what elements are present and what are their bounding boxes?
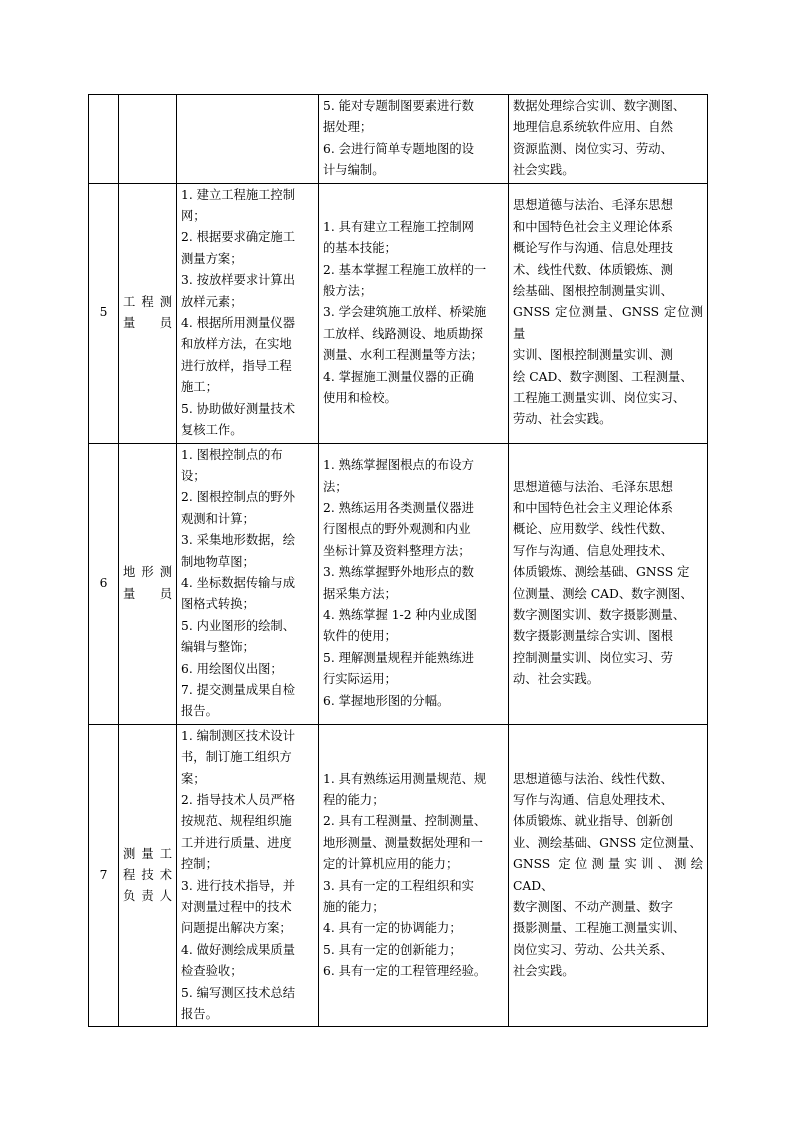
task-line: 5. 内业图形的绘制、	[181, 618, 296, 633]
task-line: 1. 建立工程施工控制	[181, 187, 296, 202]
ability-cell	[319, 183, 509, 443]
abilitie-line: 据处理；	[323, 120, 373, 135]
table-row	[89, 724, 708, 1027]
course-line: 术、线性代数、体质锻炼、测	[513, 262, 673, 277]
table-body	[89, 95, 708, 1027]
course-line: 业、测绘基础、GNSS 定位测量、	[513, 835, 702, 850]
ability-cell	[319, 724, 509, 1027]
task-line: 书，制订施工组织方	[181, 750, 292, 765]
task-line: 测量方案；	[181, 251, 243, 266]
task-line: 报告。	[181, 1007, 218, 1022]
abilitie-line: 1. 具有熟练运用测量规范、规	[323, 771, 487, 786]
task-line: 3. 进行技术指导，并	[181, 878, 296, 893]
course-line: 数据处理综合实训、数字测图、	[513, 99, 686, 113]
task-line: 2. 图根控制点的野外	[181, 490, 296, 505]
post-cell: 测量工程技术负责人	[119, 724, 177, 1027]
task-line: 1. 图根控制点的布	[181, 447, 283, 462]
abilitie-line: 5. 具有一定的创新能力；	[323, 942, 462, 957]
abilitie-line: 地形测量、测量数据处理和一	[323, 835, 483, 850]
task-line: 3. 按放样要求计算出	[181, 273, 296, 288]
course-line: 绘 CAD、数字测图、工程测量、	[513, 369, 693, 384]
course-line: 动、社会实践。	[513, 672, 600, 687]
task-line: 检查验收；	[181, 964, 243, 979]
course-cell	[509, 443, 708, 724]
row-number-cell	[89, 95, 119, 184]
abilitie-line: 1. 具有建立工程施工控制网	[323, 219, 474, 234]
task-line: 对测量过程中的技术	[181, 900, 292, 915]
task-line: 设；	[181, 468, 206, 483]
task-line: 问题提出解决方案；	[181, 921, 292, 936]
abilitie-line: 5. 能对专题制图要素进行数	[323, 99, 474, 113]
abilitie-line: 4. 掌握施工测量仪器的正确	[323, 369, 474, 384]
course-line: 写作与沟通、信息处理技术、	[513, 543, 673, 558]
ability-cell	[319, 443, 509, 724]
task-cell	[177, 183, 319, 443]
task-line: 复核工作。	[181, 423, 243, 438]
course-line: 摄影测量、工程施工测量实训、	[513, 921, 686, 936]
task-line: 4. 根据所用测量仪器	[181, 316, 296, 331]
course-line: 体质锻炼、测绘基础、GNSS 定	[513, 565, 690, 580]
course-cell	[509, 724, 708, 1027]
course-cell	[509, 95, 708, 184]
abilitie-line: 6. 具有一定的工程管理经验。	[323, 964, 487, 979]
post-cell: 地形测量员	[119, 443, 177, 724]
post-cell: 工程测量员	[119, 183, 177, 443]
task-line: 和放样方法，在实地	[181, 337, 292, 352]
abilitie-line: 坐标计算及资料整理方法；	[323, 543, 471, 558]
abilitie-line: 行实际运用；	[323, 672, 397, 687]
task-line: 5. 协助做好测量技术	[181, 401, 296, 416]
task-line: 网；	[181, 209, 206, 224]
course-line: 概论、应用数学、线性代数、	[513, 522, 673, 537]
task-line: 观测和计算；	[181, 511, 255, 526]
course-line: 和中国特色社会主义理论体系	[513, 219, 673, 234]
course-line: 数字测图、不动产测量、数字	[513, 900, 673, 915]
course-line: 位测量、测绘 CAD、数字测图、	[513, 586, 693, 601]
course-line: 概论写作与沟通、信息处理技	[513, 241, 673, 256]
ability-cell	[319, 95, 509, 184]
task-line: 制地物草图；	[181, 554, 255, 569]
task-line: 2. 指导技术人员严格	[181, 793, 296, 807]
task-line: 工并进行质量、进度	[181, 835, 292, 850]
task-line: 进行放样，指导工程	[181, 358, 292, 373]
course-line: 社会实践。	[513, 964, 575, 979]
abilitie-line: 3. 熟练掌握野外地形点的数	[323, 565, 474, 580]
task-line: 7. 提交测量成果自检	[181, 682, 296, 697]
task-line: 图格式转换；	[181, 597, 255, 612]
course-cell	[509, 183, 708, 443]
task-line: 2. 根据要求确定施工	[181, 230, 296, 245]
abilitie-line: 使用和检校。	[323, 390, 397, 405]
abilitie-line: 施的能力；	[323, 900, 385, 915]
task-line: 4. 做好测绘成果质量	[181, 942, 296, 957]
task-cell	[177, 724, 319, 1027]
abilitie-line: 1. 熟练掌握图根点的布设方	[323, 458, 474, 473]
curriculum-table	[88, 94, 708, 1027]
course-line: 思想道德与法治、线性代数、	[513, 771, 673, 786]
abilitie-line: 定的计算机应用的能力；	[323, 857, 459, 872]
course-line: 岗位实习、劳动、公共关系、	[513, 942, 673, 957]
task-line: 6. 用绘图仪出图；	[181, 661, 283, 676]
abilitie-line: 软件的使用；	[323, 629, 397, 644]
task-line: 5. 编写测区技术总结	[181, 985, 296, 1000]
task-line: 控制；	[181, 857, 218, 872]
abilitie-line: 工放样、线路测设、地质勘探	[323, 326, 483, 341]
abilitie-line: 6. 掌握地形图的分幅。	[323, 693, 450, 708]
course-line: 工程施工测量实训、岗位实习、	[513, 390, 686, 405]
course-line: GNSS 定位测量、GNSS 定位测量	[513, 305, 703, 341]
abilitie-line: 3. 具有一定的工程组织和实	[323, 878, 474, 893]
abilitie-line: 6. 会进行简单专题地图的设	[323, 141, 474, 156]
course-line: 劳动、社会实践。	[513, 412, 612, 427]
abilitie-line: 5. 理解测量规程并能熟练进	[323, 650, 474, 665]
task-cell	[177, 95, 319, 184]
course-line: 控制测量实训、岗位实习、劳	[513, 650, 673, 665]
course-line: 体质锻炼、就业指导、创新创	[513, 814, 673, 829]
abilitie-line: 般方法；	[323, 283, 373, 298]
course-line: 思想道德与法治、毛泽东思想	[513, 198, 673, 213]
abilitie-line: 程的能力；	[323, 793, 385, 807]
task-line: 1. 编制测区技术设计	[181, 728, 296, 743]
course-line: 思想道德与法治、毛泽东思想	[513, 479, 673, 494]
row-number-cell: 6	[89, 443, 119, 724]
task-line: 报告。	[181, 704, 218, 719]
course-line: 地理信息系统软件应用、自然	[513, 120, 673, 135]
abilitie-line: 4. 熟练掌握 1-2 种内业成图	[323, 608, 477, 623]
abilitie-line: 法；	[323, 479, 348, 494]
task-line: 编辑与整饰；	[181, 640, 255, 655]
task-line: 案；	[181, 771, 206, 786]
course-line: 和中国特色社会主义理论体系	[513, 501, 673, 516]
course-line: 数字测图实训、数字摄影测量、	[513, 608, 686, 623]
abilitie-line: 行图根点的野外观测和内业	[323, 522, 471, 537]
course-line: 数字摄影测量综合实训、图根	[513, 629, 673, 644]
abilitie-line: 的基本技能；	[323, 241, 397, 256]
task-line: 4. 坐标数据传输与成	[181, 575, 296, 590]
task-line: 施工；	[181, 380, 218, 395]
abilitie-line: 2. 具有工程测量、控制测量、	[323, 814, 487, 829]
course-line: 绘基础、图根控制测量实训、	[513, 283, 673, 298]
course-line: 写作与沟通、信息处理技术、	[513, 793, 673, 807]
abilitie-line: 测量、水利工程测量等方法；	[323, 348, 483, 363]
table-row	[89, 95, 708, 184]
course-line: 资源监测、岗位实习、劳动、	[513, 141, 673, 156]
task-line: 3. 采集地形数据，绘	[181, 533, 296, 548]
course-line: GNSS 定位测量实训、测绘 CAD、	[513, 857, 703, 893]
row-number-cell: 5	[89, 183, 119, 443]
row-number-cell: 7	[89, 724, 119, 1027]
abilitie-line: 3. 学会建筑施工放样、桥梁施	[323, 305, 487, 320]
abilitie-line: 2. 基本掌握工程施工放样的一	[323, 262, 487, 277]
abilitie-line: 计与编制。	[323, 163, 385, 178]
abilitie-line: 2. 熟练运用各类测量仪器进	[323, 501, 474, 516]
task-cell	[177, 443, 319, 724]
course-line: 实训、图根控制测量实训、测	[513, 348, 673, 363]
task-line: 按规范、规程组织施	[181, 814, 292, 829]
post-cell	[119, 95, 177, 184]
table-row	[89, 443, 708, 724]
table-row	[89, 183, 708, 443]
course-line: 社会实践。	[513, 163, 575, 178]
task-line: 放样元素；	[181, 294, 243, 309]
abilitie-line: 据采集方法；	[323, 586, 397, 601]
abilitie-line: 4. 具有一定的协调能力；	[323, 921, 462, 936]
